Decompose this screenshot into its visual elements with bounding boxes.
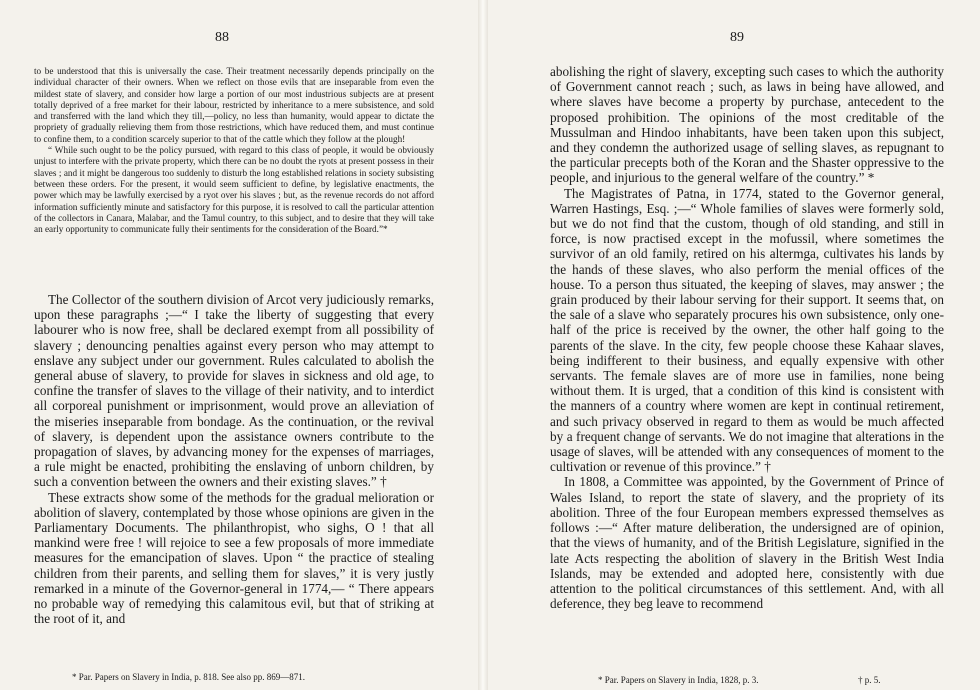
paragraph: to be understood that this is universally the case. Their treatment necessarily depends principally on the individual character of their owners. When we reflect on those evils that are inseparable from even the mildest state of slavery, and consider how large a portion of our most industrious subjects are at present totally deprived of a free market for their labour, restricted by inheritance to a mere subsistence, and sold and transferred with the land which they till,—policy, no less than humanity, would appear to dictate the propriety of gradually relieving them from those restrictions, which have reduced them, and must continue to confine them, to a condition scarcely superior to that of the cattle which they follow at the plough! <box>34 66 434 144</box>
left-page <box>0 0 475 690</box>
body-text <box>550 64 944 611</box>
paragraph: These extracts show some of the methods for the gradual melioration or abolition of slavery, contemplated by those whose opinions are given in the Parliamentary Documents. The philanthropist, who sighs, O ! that all mankind were free ! will rejoice to see a few proposals of more immediate measures for the emancipation of slaves. Upon “ the practice of stealing children from their parents, and selling them for slaves,” it is very justly remarked in a minute of the Governor-general in 1774,— “ There appears no probable way of remedying this calamitous evil, but that of striking at the root of it, and <box>34 489 434 627</box>
paragraph: The Collector of the southern division of Arcot very judiciously remarks, upon these paragraphs ;—“ I take the liberty of suggesting that every labourer who is now free, shall be declared exempt from all possibility of slavery ; denouncing penalties against every person who may attempt to enslave any subject under our government. Rules calculated to abolish the general abuse of slavery, to provide for slaves in sickness and old age, to confine the transfer of slaves to the village of their nativity, and to interdict all corporeal punishment or imprisonment, would prove an alleviation of the miseries inseparable from bondage. As the continuation, or the revival of slavery, is dependent upon the assistance owners contribute to the propagation of slaves, by advancing money for the expenses of marriages, a rule might be enacted, prohibiting the enslaving of unborn children, by such a convention between the owners and their existing slaves.” † <box>34 292 434 490</box>
body-text <box>34 292 434 626</box>
footnote: * Par. Papers on Slavery in India, p. 818. See also pp. 869—871. <box>72 672 305 682</box>
footnote: * Par. Papers on Slavery in India, 1828, p. 3. <box>598 675 759 685</box>
right-page <box>490 0 980 690</box>
book-gutter <box>478 0 488 690</box>
footnote: † p. 5. <box>858 675 881 685</box>
paragraph: “ While such ought to be the policy pursued, with regard to this class of people, it would be obviously unjust to interfere with the private property, which there can be no doubt the ryots at present possess in their slaves ; and it might be dangerous too suddenly to disturb the long established relations in society subsisting between these orders. For the present, it would seem sufficient to define, by legislative enactments, the power which may be lawfully exercised by a ryot over his slaves ; but, as the revenue records do not afford information sufficiently minute and satisfactory for this purpose, it is resolved to call the particular attention of the collectors in Canara, Malabar, and the Tamul country, to this subject, and to desire that they will take an early opportunity to communicate fully their sentiments for the consideration of the Board.”* <box>34 145 434 235</box>
quoted-extract <box>34 66 434 235</box>
page-number: 89 <box>730 30 744 45</box>
page-number: 88 <box>215 30 229 45</box>
paragraph: abolishing the right of slavery, excepting such cases to which the authority of Government cannot reach ; such, as laws in being have allowed, and where slaves have become a property by purchase, antecedent to the proposed prohibition. The opinions of the most creditable of the Mussulman and Hindoo inhabitants, have been taken upon this subject, and they condemn the authorized usage of selling slaves, as repugnant to the particular precepts both of the Koran and the Shaster oppressive to the people, and injurious to the general welfare of the country.” * <box>550 64 944 186</box>
paragraph: The Magistrates of Patna, in 1774, stated to the Governor general, Warren Hastings, Esq. ;—“ Whole families of slaves were formerly sold, but we do not find that the custom, though of old standing, and still in force, is now practised except in the mofussil, where sometimes the survivor of an old family, retired on his altermga, cultivates his lands by the hands of these slaves, who also perform the menial offices of the house. To a person thus situated, the keeping of slaves, may answer ; the grain produced by their labour serving for their support. It seems that, on the sale of a slave who separately procures his own subsistence, only one-half of the price is received by the owner, the other half going to the parents of the slave. In the city, few people choose these Kahaar slaves, being indifferent to their business, and equally expensive with other servants. The female slaves are of more use in families, none being without them. It is urged, that a condition of this kind is consistent with the manners of a country where women are kept in continual retirement, and such privacy observed in regard to them as would be much affected by a frequent change of servants. We do not imagine that alterations in the usage of slaves, will be attended with any consequences of moment to the cultivation or revenue of this province.” † <box>550 185 944 475</box>
paragraph: In 1808, a Committee was appointed, by the Government of Prince of Wales Island, to report the state of slavery, and the propriety of its abolition. Three of the four European members expressed themselves as follows :—“ After mature deliberation, the undersigned are of opinion, that the views of humanity, and of the British Legislature, signified in the late Acts respecting the abolition of slavery in the British West India Islands, may be extended and adopted here, consistently with due attention to the political circumstances of this settlement. And, with all deference, they beg leave to recommend <box>550 474 944 612</box>
